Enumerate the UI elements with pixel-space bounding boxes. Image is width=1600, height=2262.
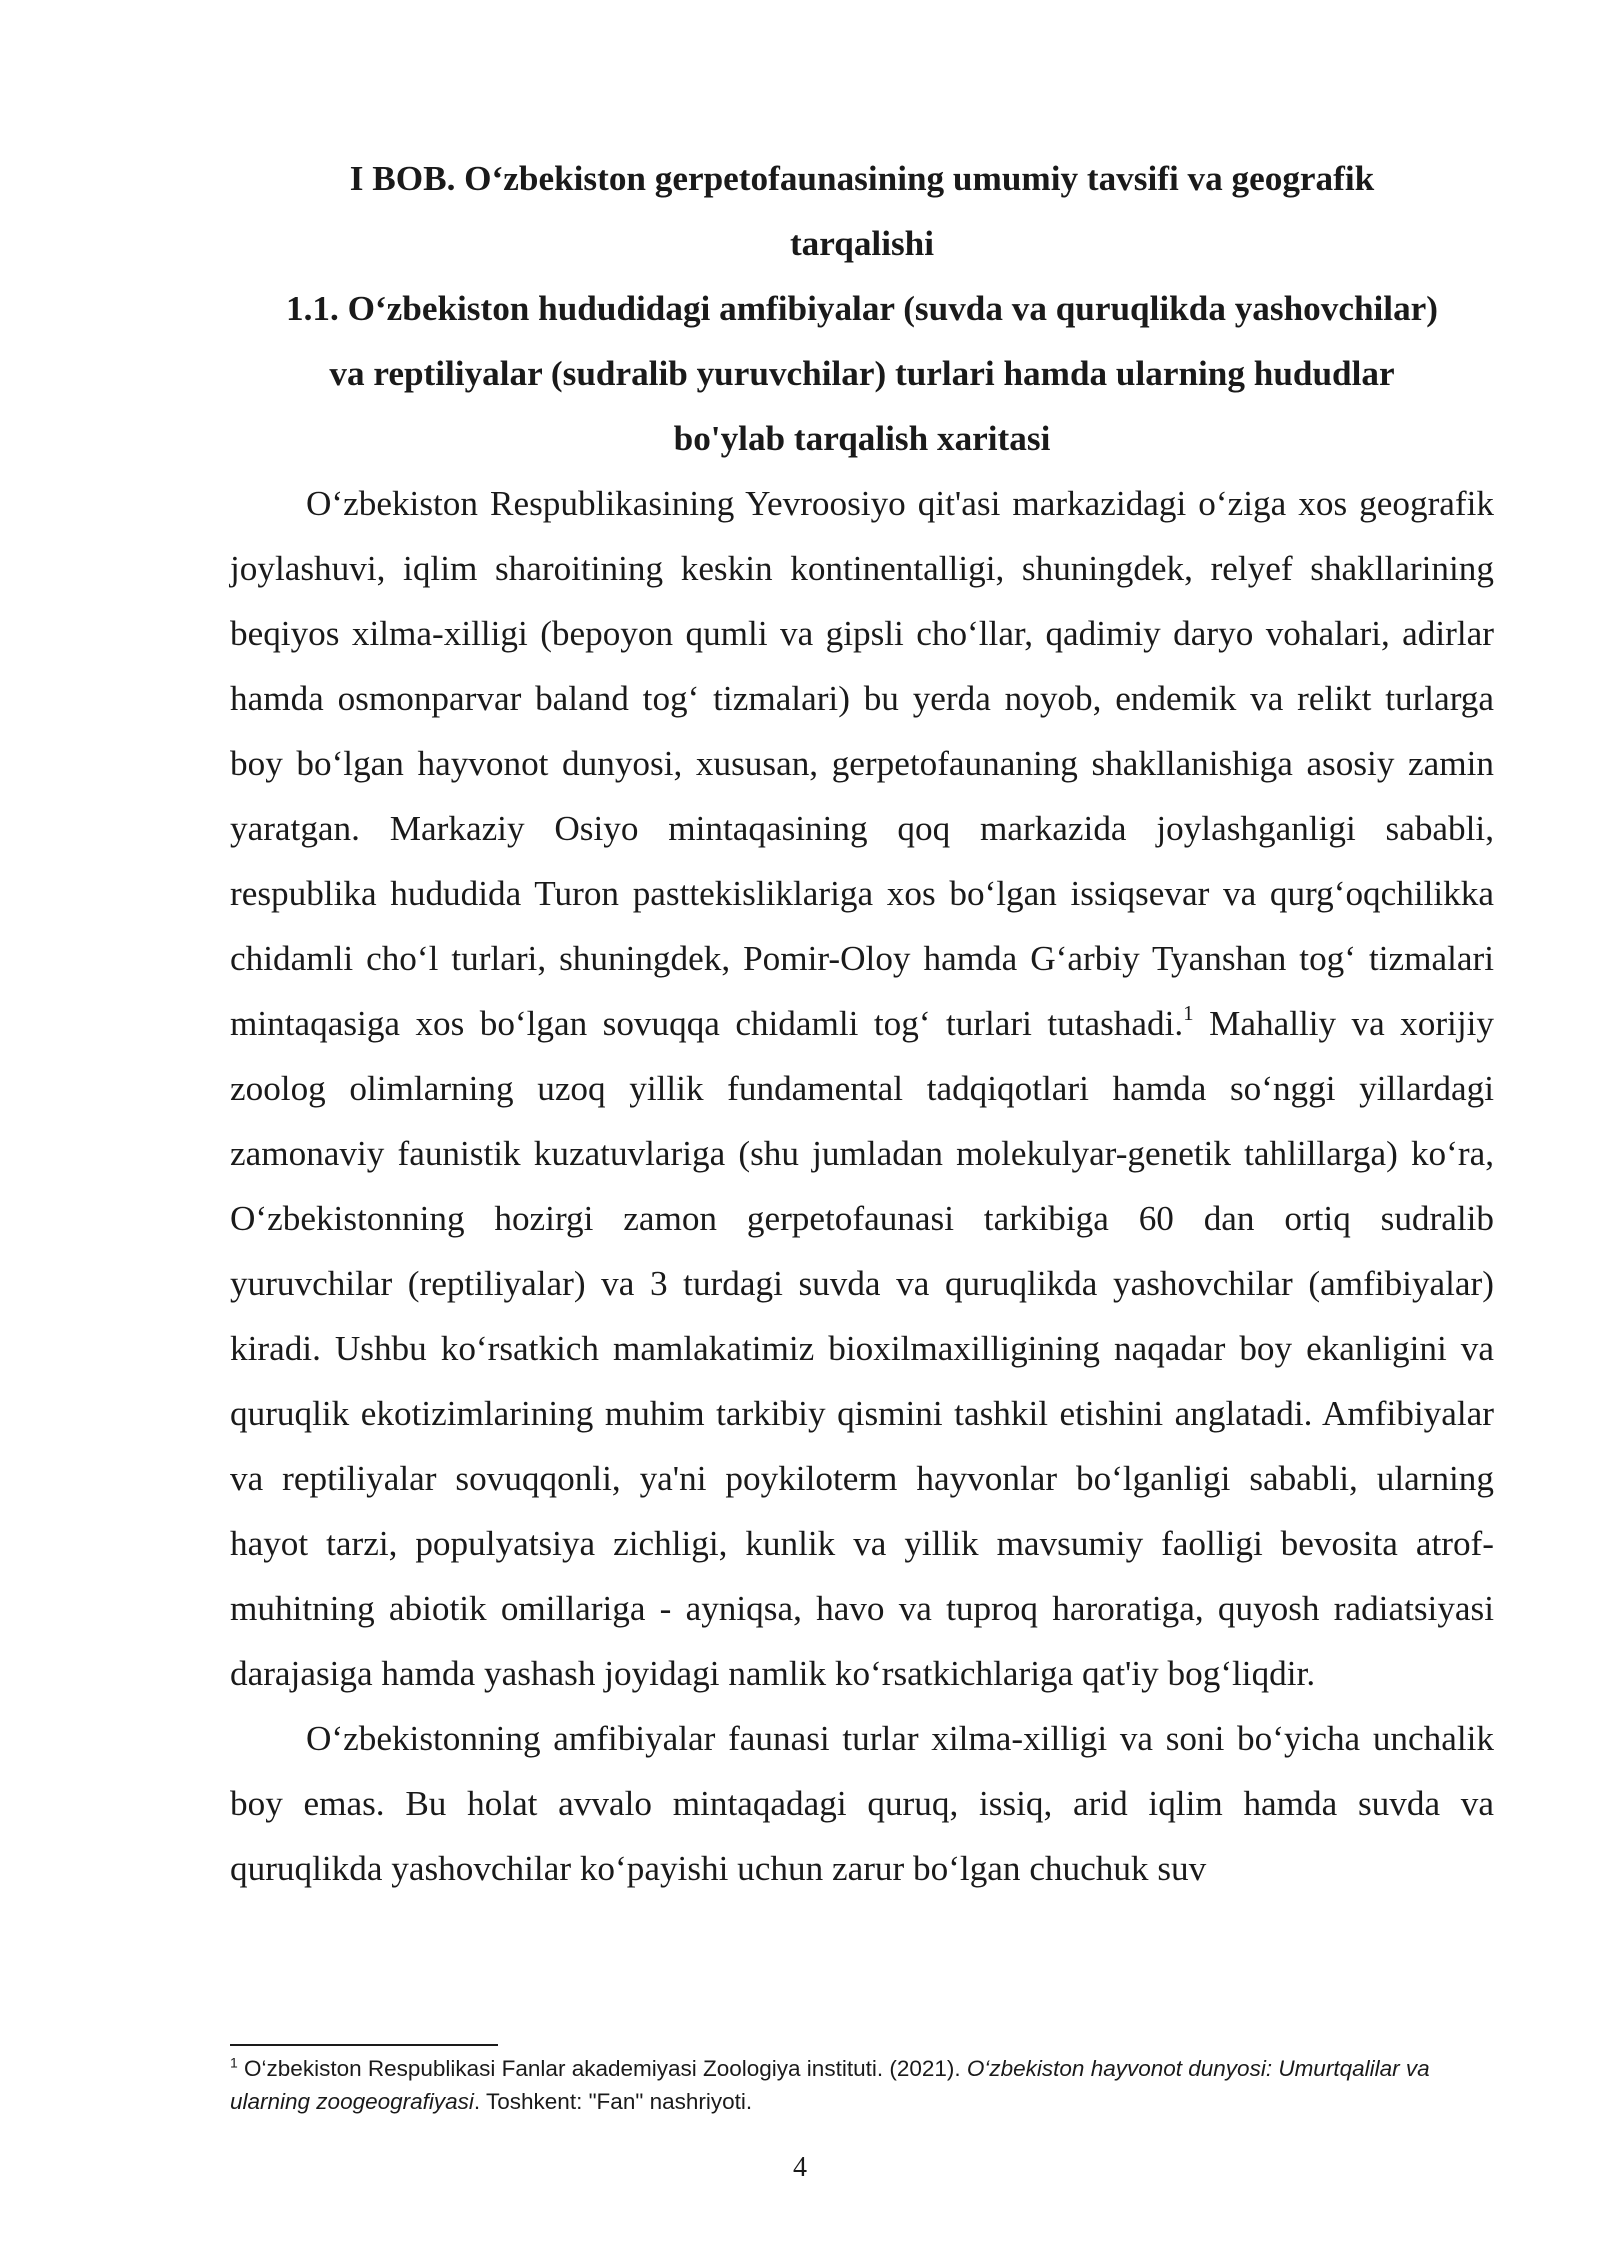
paragraph-1-text-a: O‘zbekiston Respublikasining Yevroosiyo qit'asi markazidagi o‘ziga xos geografik joylashuvi, iqlim sharoitining keskin kontinentalligi, shuningdek, relyef shakllarining beqiyos xilma-xilligi (bepoyon qumli va gipsli cho‘llar, qadimiy daryo vohalari, adirlar hamda osmonparvar baland tog‘ tizmalari) bu yerda noyob, endemik va relikt turlarga boy bo‘lgan hayvonot dunyosi, xususan, gerpetofaunaning shakllanishiga asosiy zamin yaratgan. Markaziy Osiyo mintaqasining qoq markazida joylashganligi sababli, respublika hududida Turon pasttekisliklariga xos bo‘lgan issiqsevar va qurg‘oqchilikka chidamli cho‘l turlari, shuningdek, Pomir-Oloy hamda G‘arbiy Tyanshan tog‘ tizmalari mintaqasiga xos bo‘lgan sovuqqa chidamli tog‘ turlari tutashadi. — [230, 484, 1494, 1043]
footnote-reference[interactable]: 1 — [1183, 1001, 1194, 1026]
footnote — [230, 2052, 1494, 2118]
footnote-text: O‘zbekiston Respublikasi Fanlar akademiyasi Zoologiya instituti. (2021). — [237, 2056, 967, 2081]
page-content — [230, 146, 1494, 1901]
chapter-heading — [230, 146, 1494, 276]
body-paragraph-2: O‘zbekistonning amfibiyalar faunasi turlar xilma-xilligi va soni bo‘yicha unchalik boy emas. Bu holat avvalo mintaqadagi quruq, issiq, arid iqlim hamda suvda va quruqlikda yashovchilar ko‘payishi uchun zarur bo‘lgan chuchuk suv — [230, 1719, 1494, 1888]
chapter-heading-line-2: tarqalishi — [789, 224, 935, 263]
footnote-publisher: . Toshkent: "Fan" nashriyoti. — [473, 2089, 753, 2114]
section-heading-line-2: va reptiliyalar (sudralib yuruvchilar) turlari hamda ularning hududlar — [329, 354, 1395, 393]
section-heading-line-3: bo'ylab tarqalish xaritasi — [673, 419, 1051, 458]
section-heading-line-1: 1.1. O‘zbekiston hududidagi amfibiyalar (suvda va quruqlikda yashovchilar) — [285, 289, 1439, 328]
body-paragraph-1 — [230, 471, 1494, 1706]
footnote-separator — [230, 2044, 498, 2046]
section-heading — [230, 276, 1494, 471]
footnote-title: O‘zbekiston hayvonot dunyosi: Umurtqalilar va ularning zoogeografiyasi — [230, 2056, 1430, 2114]
footnote-number: 1 — [230, 2054, 238, 2071]
page-number: 4 — [793, 2152, 807, 2183]
paragraph-1-text-b: Mahalliy va xorijiy zoolog olimlarning uzoq yillik fundamental tadqiqotlari hamda so‘nggi yillardagi zamonaviy faunistik kuzatuvlariga (shu jumladan molekulyar-genetik tahlillarga) ko‘ra, O‘zbekistonning hozirgi zamon gerpetofaunasi tarkibiga 60 dan ortiq sudralib yuruvchilar (reptiliyalar) va 3 turdagi suvda va quruqlikda yashovchilar (amfibiyalar) kiradi. Ushbu ko‘rsatkich mamlakatimiz bioxilmaxilligining naqadar boy ekanligini va quruqlik ekotizimlarining muhim tarkibiy qismini tashkil etishini anglatadi. Amfibiyalar va reptiliyalar sovuqqonli, ya'ni poykiloterm hayvonlar bo‘lganligi sababli, ularning hayot tarzi, populyatsiya zichligi, kunlik va yillik mavsumiy faolligi bevosita atrof-muhitning abiotik omillariga - ayniqsa, havo va tuproq haroratiga, quyosh radiatsiyasi darajasiga hamda yashash joyidagi namlik ko‘rsatkichlariga qat'iy bog‘liqdir. — [230, 1004, 1494, 1693]
chapter-heading-line-1: I BOB. O‘zbekiston gerpetofaunasining umumiy tavsifi va geografik — [349, 159, 1375, 198]
